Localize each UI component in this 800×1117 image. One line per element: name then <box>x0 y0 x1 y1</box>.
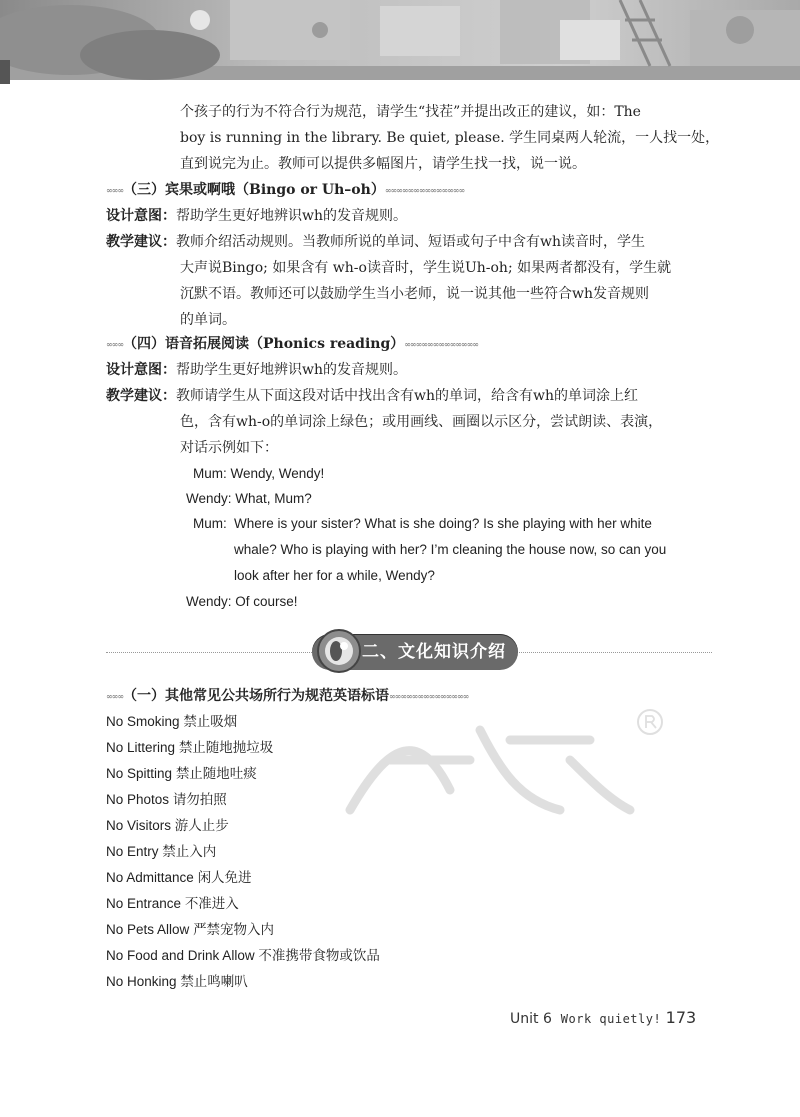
advice-label: 教学建议： <box>106 234 176 250</box>
publisher-watermark <box>330 700 670 840</box>
dialogue-line-1: Mum: Wendy, Wendy! <box>193 466 325 481</box>
dialogue-line-4: Wendy: Of course! <box>186 594 298 609</box>
sign-zh: 禁止吸烟 <box>183 714 238 729</box>
section4-heading-text: （四）语音拓展阅读（Phonics reading） <box>123 336 405 352</box>
sign-zh: 游人止步 <box>174 818 229 833</box>
intro-line-3: 直到说完为止。教师可以提供多幅图片，请学生找一找，说一说。 <box>180 156 586 172</box>
leader-dots-left: ∞∞∞ <box>106 185 123 195</box>
sign-zh: 禁止随地抛垃圾 <box>178 740 274 755</box>
list-item <box>106 868 252 888</box>
section3-advice-line-3: 沉默不语。教师还可以鼓励学生当小老师，说一说其他一些符合wh发音规则 <box>180 286 649 302</box>
sign-zh: 不准进入 <box>184 896 239 911</box>
leader-dots-left: ∞∞∞ <box>106 691 123 701</box>
advice-line-1: 教师请学生从下面这段对话中找出含有wh的单词，给含有wh的单词涂上红 <box>176 388 638 404</box>
leader-dots-left: ∞∞∞ <box>106 339 123 349</box>
page-number: 173 <box>665 1008 697 1027</box>
dialogue-line-3c: look after her for a while, Wendy? <box>234 568 435 583</box>
sign-en: No Entry <box>106 844 159 859</box>
list-item <box>106 920 274 940</box>
dialogue-line-3b: whale? Who is playing with her? I’m cleaning the house now, so can you <box>234 542 667 557</box>
globe-icon <box>316 628 362 674</box>
section3-heading <box>106 180 464 200</box>
list-item <box>106 946 380 966</box>
list-item <box>106 842 216 862</box>
sign-zh: 请勿拍照 <box>172 792 227 807</box>
section3-heading-text: （三）宾果或啊哦（Bingo or Uh–oh） <box>123 182 385 198</box>
section3-advice-line-2: 大声说Bingo; 如果含有 wh-o读音时，学生说Uh-oh; 如果两者都没有，学生就 <box>180 260 672 276</box>
footer-unit-title: Work quietly! <box>560 1012 662 1026</box>
dialogue-line-2: Wendy: What, Mum? <box>186 491 312 506</box>
design-text: 帮助学生更好地辨识wh的发音规则。 <box>176 362 407 378</box>
sign-en: No Smoking <box>106 714 180 729</box>
sign-en: No Entrance <box>106 896 182 911</box>
sign-zh: 禁止随地吐痰 <box>175 766 257 781</box>
sign-en: No Littering <box>106 740 176 755</box>
section3-advice-line-4: 的单词。 <box>180 312 236 328</box>
leader-dots-right: ∞∞∞∞∞∞∞∞∞∞∞∞∞∞ <box>389 691 469 701</box>
section1-heading-text: （一）其他常见公共场所行为规范英语标语 <box>123 688 389 704</box>
intro-line-2: boy is running in the library. Be quiet, please. 学生同桌两人轮流，一人找一处， <box>180 130 720 146</box>
section4-advice <box>106 386 638 406</box>
page-footer <box>510 1008 696 1027</box>
sign-zh: 禁止入内 <box>162 844 217 859</box>
sign-zh: 严禁宠物入内 <box>193 922 275 937</box>
design-label: 设计意图： <box>106 362 176 378</box>
leader-dots-right: ∞∞∞∞∞∞∞∞∞∞∞∞∞∞ <box>384 185 465 195</box>
list-item <box>106 894 239 914</box>
intro-line-1: 个孩子的行为不符合行为规范，请学生“找茬”并提出改正的建议，如：The <box>180 104 641 120</box>
list-item <box>106 764 257 784</box>
dialogue-line-3a: Where is your sister? What is she doing? Is she playing with her white <box>234 516 652 531</box>
sign-en: No Photos <box>106 792 170 807</box>
list-item <box>106 790 227 810</box>
page-edge-marker <box>0 60 10 84</box>
advice-label: 教学建议： <box>106 388 176 404</box>
list-item <box>106 738 273 758</box>
section4-advice-line-3: 对话示例如下： <box>180 440 278 456</box>
advice-line-1: 教师介绍活动规则。当教师所说的单词、短语或句子中含有wh读音时，学生 <box>176 234 645 250</box>
list-item <box>106 972 248 992</box>
sign-en: No Honking <box>106 974 177 989</box>
leader-dots-right: ∞∞∞∞∞∞∞∞∞∞∞∞∞ <box>404 339 478 349</box>
sign-en: No Admittance <box>106 870 194 885</box>
footer-unit: Unit 6 <box>510 1011 552 1027</box>
section4-design <box>106 360 407 380</box>
section4-advice-line-2: 色，含有wh-o的单词涂上绿色；或用画线、画圈以示区分，尝试朗读、表演， <box>180 414 663 430</box>
part-title: 二、文化知识介绍 <box>362 642 506 662</box>
header-banner <box>0 0 800 80</box>
sign-en: No Spitting <box>106 766 173 781</box>
design-text: 帮助学生更好地辨识wh的发音规则。 <box>176 208 407 224</box>
sign-en: No Visitors <box>106 818 172 833</box>
sign-zh: 闲人免进 <box>197 870 252 885</box>
list-item <box>106 712 237 732</box>
section3-advice <box>106 232 645 252</box>
list-item <box>106 816 229 836</box>
dialogue-speaker-mum: Mum: <box>193 516 227 531</box>
sign-zh: 禁止鸣喇叭 <box>180 974 248 989</box>
section4-heading <box>106 334 478 354</box>
design-label: 设计意图： <box>106 208 176 224</box>
sign-en: No Food and Drink Allow <box>106 948 255 963</box>
section3-design <box>106 206 407 226</box>
sign-zh: 不准携带食物或饮品 <box>258 948 380 963</box>
sign-en: No Pets Allow <box>106 922 190 937</box>
